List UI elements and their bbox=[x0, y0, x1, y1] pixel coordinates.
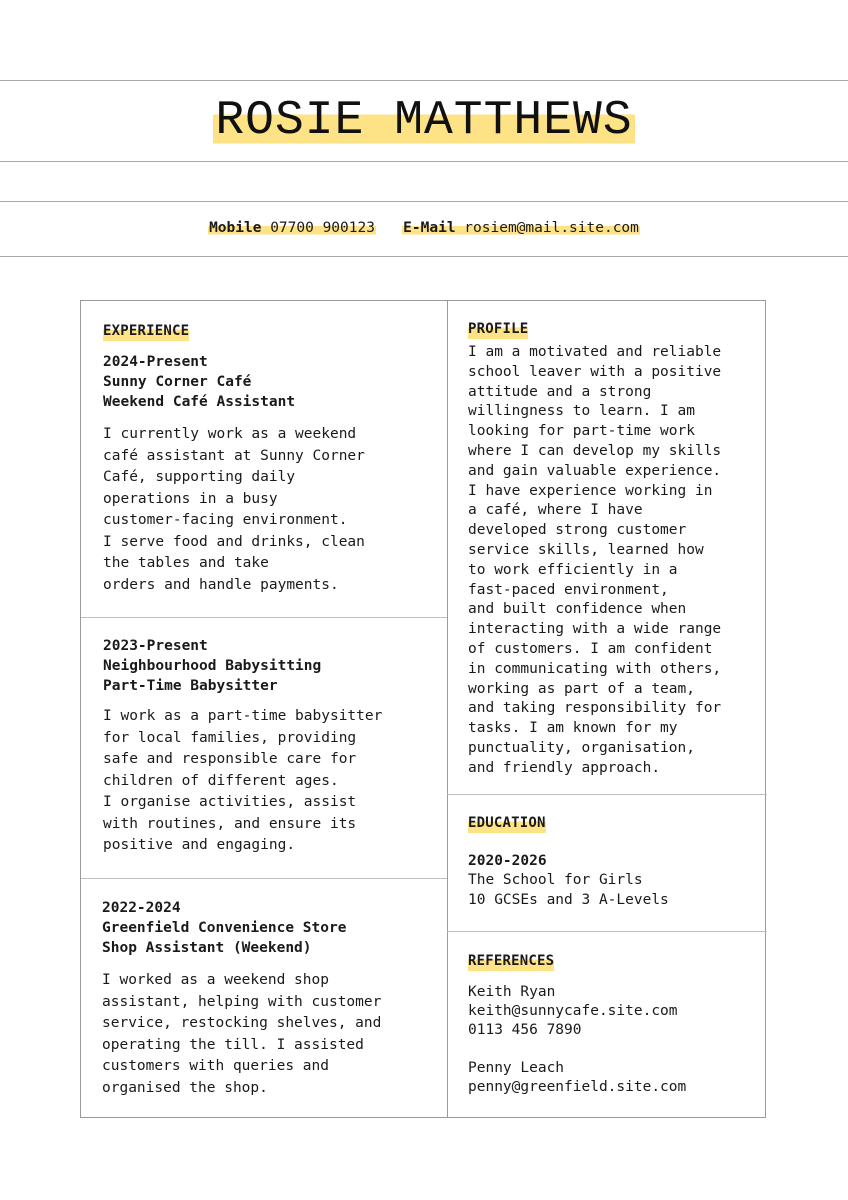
education-section-heading bbox=[468, 813, 546, 835]
job-heading-2: 2023-Present Neighbourhood Babysitting Part-Time Babysitter bbox=[103, 638, 322, 694]
reference-1: Keith Ryan keith@sunnycafe.site.com 0113 456 7890 bbox=[468, 984, 678, 1038]
top-rule bbox=[0, 80, 848, 81]
reference-2: Penny Leach penny@greenfield.site.com bbox=[468, 1060, 687, 1095]
education-years: 2020-2026 bbox=[468, 853, 547, 869]
mobile-label: Mobile bbox=[209, 220, 262, 236]
profile-title: PROFILE bbox=[468, 319, 528, 341]
education-details: The School for Girls 10 GCSEs and 3 A-Levels bbox=[468, 872, 669, 908]
profile-section-heading bbox=[468, 319, 528, 341]
contact-top-rule bbox=[0, 201, 848, 202]
column-divider bbox=[447, 301, 448, 1117]
contact-bar bbox=[0, 219, 848, 237]
references-title: REFERENCES bbox=[468, 951, 554, 973]
job-divider-2 bbox=[81, 878, 447, 879]
experience-section-heading bbox=[103, 321, 189, 343]
job-divider-1 bbox=[81, 617, 447, 618]
email-contact bbox=[402, 220, 640, 236]
education-divider bbox=[447, 931, 767, 932]
job-heading-1: 2024-Present Sunny Corner Café Weekend Café Assistant bbox=[103, 354, 296, 410]
references-section-heading bbox=[468, 951, 554, 973]
job-description-2: I work as a part-time babysitter for local families, providing safe and responsible care for children of different ages. I organise activities, assist with routines, and ensure its positive and engaging. bbox=[103, 708, 383, 853]
resume-grid bbox=[80, 300, 766, 1118]
email-label: E-Mail bbox=[403, 220, 456, 236]
mobile-number: 07700 900123 bbox=[270, 220, 375, 236]
mobile-contact bbox=[208, 220, 376, 236]
name-header bbox=[0, 95, 848, 147]
profile-text: I am a motivated and reliable school leaver with a positive attitude and a strong willingness to learn. I am looking for part-time work where I can develop my skills and gain valuable experience. I have experience working in a café, where I have developed strong customer service skills, learned how to work efficiently in a fast-paced environment, and built confidence when interacting with a wide range of customers. I am confident in communicating with others, working as part of a team, and taking responsibility for tasks. I am known for my punctuality, organisation, and friendly approach. bbox=[468, 344, 722, 776]
job-heading-3: 2022-2024 Greenfield Convenience Store Shop Assistant (Weekend) bbox=[102, 900, 347, 956]
experience-title: EXPERIENCE bbox=[103, 321, 189, 343]
job-description-3: I worked as a weekend shop assistant, helping with customer service, restocking shelves, and operating the till. I assisted customers with queries and organised the shop. bbox=[102, 972, 382, 1096]
contact-bottom-rule bbox=[0, 256, 848, 257]
candidate-name: ROSIE MATTHEWS bbox=[215, 94, 633, 148]
profile-divider bbox=[447, 794, 767, 795]
name-bottom-rule bbox=[0, 161, 848, 162]
email-address: rosiem@mail.site.com bbox=[464, 220, 639, 236]
job-description-1: I currently work as a weekend café assistant at Sunny Corner Café, supporting daily operations in a busy customer-facing environment. I serve food and drinks, clean the tables and take orders and handle payments. bbox=[103, 426, 365, 593]
education-title: EDUCATION bbox=[468, 813, 546, 835]
